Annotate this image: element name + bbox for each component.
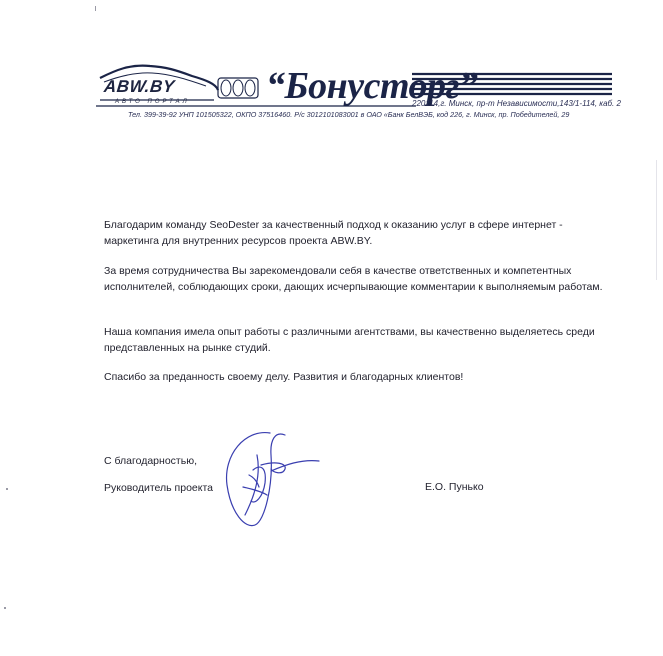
paragraph-experience: Наша компания имела опыт работы с различными агентствами, вы качественно выделяетесь среди представленных на рынке студий. bbox=[104, 326, 595, 354]
paragraph-cooperation: За время сотрудничества Вы зарекомендовали себя в качестве ответственных и компетентных исполнителей, соблюдающих сроки, дающих исчерпывающие комментарии к выполняемым работам. bbox=[104, 265, 603, 293]
paragraph-wishes: Спасибо за преданность своему делу. Развития и благодарных клиентов! bbox=[104, 371, 464, 383]
signer-role: Руководитель проекта bbox=[104, 482, 214, 494]
paragraph-gratitude: Благодарим команду SeoDester за качественный подход к оказанию услуг в сфере интернет - маркетинга для внутренних ресурсов проекта ABW.BY. bbox=[104, 219, 563, 247]
signer-name: Е.О. Пунько bbox=[425, 481, 484, 493]
scan-speck bbox=[95, 6, 96, 11]
logo-text: ABW.BY bbox=[103, 77, 176, 96]
scan-speck bbox=[4, 607, 6, 609]
company-address: 220114,г. Минск, пр-т Независимости,143/1-114, каб. 2 bbox=[412, 99, 621, 108]
logo-subtitle: АВТО ПОРТАЛ bbox=[115, 99, 190, 105]
scan-speck bbox=[656, 160, 657, 280]
scan-speck bbox=[6, 488, 8, 490]
coins-icon bbox=[218, 78, 258, 98]
signature-icon bbox=[215, 425, 325, 535]
company-name: “Бонусторг” bbox=[266, 65, 478, 107]
company-contacts: Тел. 399-39-92 УНП 101505322, ОКПО 37516460. Р/с 3012101083001 в ОАО «Банк БелВЭБ, код 226, г. Минск, пр. Победителей, 29 bbox=[128, 110, 570, 119]
closing-line: С благодарностью, bbox=[104, 455, 197, 467]
